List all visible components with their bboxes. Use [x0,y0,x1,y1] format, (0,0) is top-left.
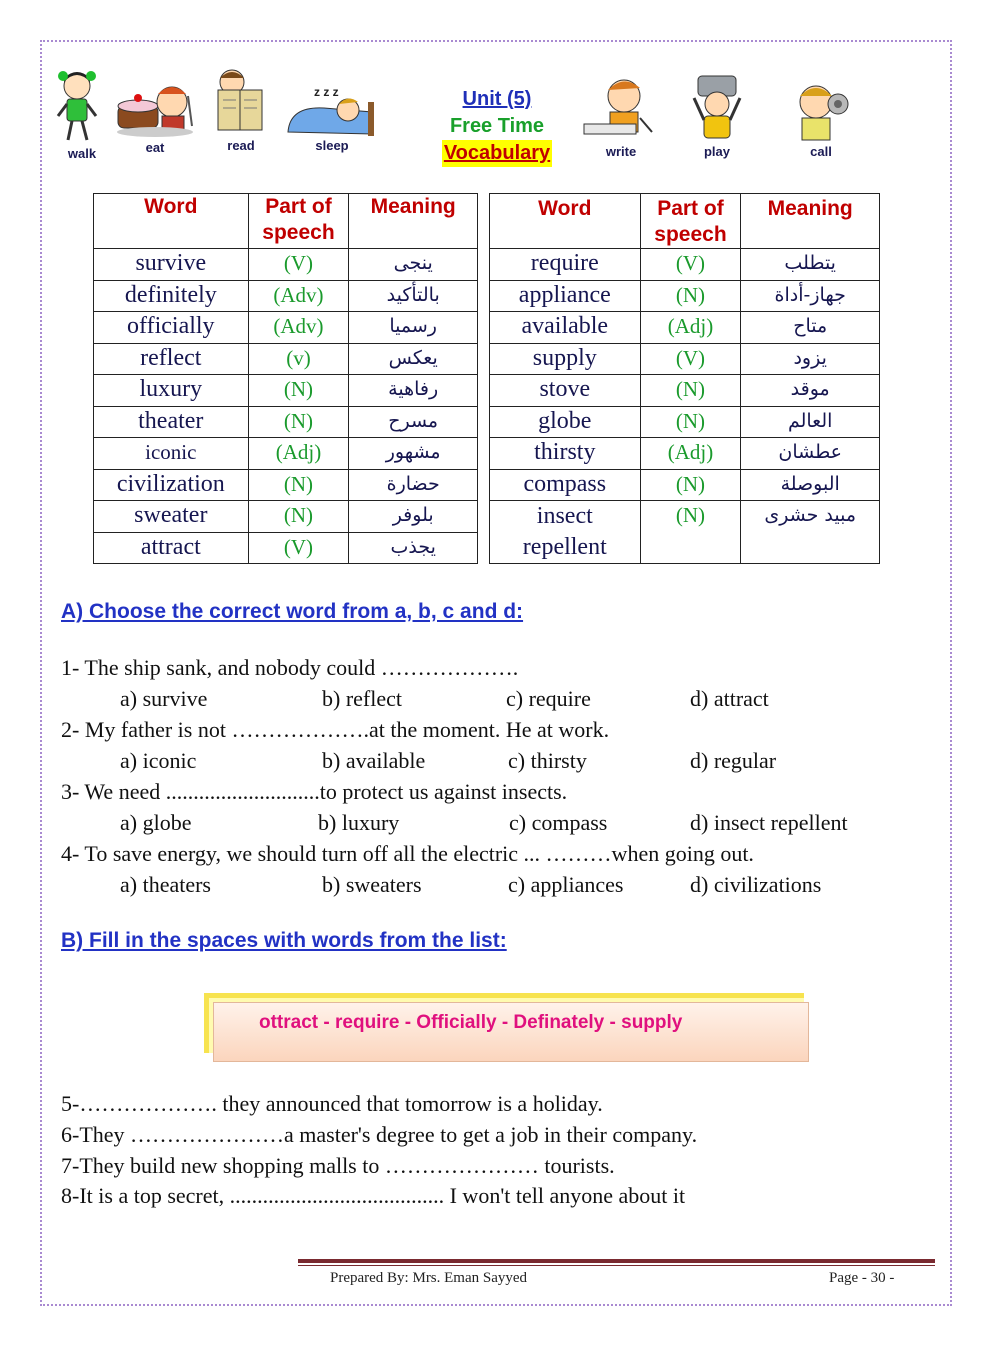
meaning-cell: يتطلب [741,249,880,281]
meaning-cell: موقد [741,375,880,407]
word-cell: sweater [94,501,249,533]
sentence-8: 8-It is a top secret, ....................................... I won't tell anyone about it [61,1183,686,1208]
pos-header-line1: Part of [657,197,724,220]
meaning-cell: يعكس [349,343,478,375]
meaning-cell: حضارة [349,469,478,501]
section-b-title: B) Fill in the spaces with words from the list: [61,929,507,952]
meaning-cell: مسرح [349,406,478,438]
eating-boy-icon [110,76,200,142]
table-row [94,406,478,438]
table-row [94,501,478,533]
option-b: b) available [322,748,426,773]
meaning-cell: ينجى [349,249,478,281]
sleep-caption: sleep [315,138,349,153]
option-c: c) thirsty [508,748,587,773]
table-row [94,438,478,470]
question-1: 1- The ship sank, and nobody could ………………. [61,655,519,680]
title-block [430,86,564,167]
eat-picture [110,76,200,155]
word-cell: officially [94,312,249,344]
word-cell: theater [94,406,249,438]
option-a: a) survive [120,686,208,711]
part-of-speech-header [248,194,349,249]
word-cell: thirsty [490,438,641,470]
meaning-cell: يجذب [349,532,478,564]
page-number: Page - 30 - [829,1270,895,1286]
table-row [490,343,880,375]
pos-cell: (N) [248,469,349,501]
word-cell: available [490,312,641,344]
word-cell: appliance [490,280,641,312]
pos-cell: (N) [640,280,741,312]
option-a: a) iconic [120,748,197,773]
table-row [490,312,880,344]
option-d: d) insect repellent [690,810,848,835]
meaning-header: Meaning [349,194,478,249]
meaning-cell: رفاهية [349,375,478,407]
word-cell: luxury [94,375,249,407]
word-list-box [213,1002,809,1062]
word-cell: reflect [94,343,249,375]
word-cell: require [490,249,641,281]
table-row [490,438,880,470]
table-row [490,406,880,438]
word-line2: repellent [522,534,607,560]
word-list: ottract - require - Officially - Definately - supply [259,1012,683,1033]
pos-cell: (Adj) [640,312,741,344]
table-row [94,280,478,312]
pos-cell: (V) [640,343,741,375]
option-b: b) luxury [318,810,400,835]
pos-cell: (Adv) [248,280,349,312]
meaning-cell: مبيد حشرى [741,501,880,564]
pos-cell: (N) [640,375,741,407]
table-row [490,375,880,407]
read-caption: read [227,138,255,153]
sentence-6: 6-They …………………a master's degree to get a job in their company. [61,1122,698,1147]
writing-boy-icon [580,74,662,146]
word-cell: iconic [94,438,249,470]
pos-cell: (Adj) [248,438,349,470]
word-cell: supply [490,343,641,375]
table-row [94,375,478,407]
reading-man-icon [210,68,272,140]
pos-cell: (N) [248,375,349,407]
play-caption: play [703,144,730,159]
sentence-7: 7-They build new shopping malls to ………………… tourists. [61,1153,615,1178]
meaning-cell: البوصلة [741,469,880,501]
phone-call-boy-icon [788,78,854,146]
table-row [94,249,478,281]
option-d: d) attract [690,686,769,711]
pos-cell: (Adj) [640,438,741,470]
option-c: c) compass [509,810,608,835]
option-a: a) globe [120,810,192,835]
prepared-by: Prepared By: Mrs. Eman Sayyed [330,1270,528,1286]
sentence-5: 5-………………. they announced that tomorrow is a holiday. [61,1091,603,1116]
vocabulary-table-right [489,193,880,564]
option-c: c) appliances [508,872,624,897]
walk-picture [54,68,100,161]
option-a: a) theaters [120,872,211,897]
table-header-row [490,194,880,249]
pos-cell: (N) [640,469,741,501]
eat-caption: eat [145,140,165,155]
pos-cell: (N) [640,406,741,438]
word-line1: insect [536,503,593,529]
header [50,64,940,174]
question-3: 3- We need ............................to protect us against insects. [61,779,568,804]
word-cell [490,501,641,564]
word-cell: stove [490,375,641,407]
svg-text:z z z: z z z [314,85,339,99]
word-cell: compass [490,469,641,501]
word-header: Word [94,194,249,249]
meaning-cell: العالم [741,406,880,438]
call-picture [788,78,854,159]
table-row [490,469,880,501]
meaning-cell: رسميا [349,312,478,344]
table-row [94,343,478,375]
table-row [94,532,478,564]
meaning-cell: بلوفر [349,501,478,533]
footer-rule [298,1259,935,1263]
call-caption: call [810,144,832,159]
pos-cell: (N) [248,406,349,438]
pos-header-line2: speech [654,223,727,246]
table-header-row [94,194,478,249]
unit-subtitle: Free Time [449,115,545,137]
table-row [490,501,880,564]
read-picture [210,68,272,153]
table-row [94,312,478,344]
pos-header-line2: speech [262,221,335,244]
meaning-cell: متاح [741,312,880,344]
option-d: d) civilizations [690,872,822,897]
word-cell: globe [490,406,641,438]
write-caption: write [605,144,637,159]
pos-cell: (N) [640,501,741,564]
pos-cell: (Adv) [248,312,349,344]
meaning-cell: يزود [741,343,880,375]
walk-girl-icon [54,68,100,148]
sleeping-boy-icon [284,82,380,140]
option-b: b) sweaters [322,872,422,897]
table-row [490,249,880,281]
pos-cell: (V) [248,532,349,564]
question-2: 2- My father is not ……………….at the moment. He at work. [61,717,610,742]
write-picture [580,74,662,159]
word-cell: survive [94,249,249,281]
pos-cell: (V) [248,249,349,281]
table-row [490,280,880,312]
playing-boy-icon [688,74,746,146]
meaning-cell: عطشان [741,438,880,470]
pos-cell: (N) [248,501,349,533]
meaning-cell: بالتأكيد [349,280,478,312]
word-cell: definitely [94,280,249,312]
question-4: 4- To save energy, we should turn off all the electric ... ………when going out. [61,841,754,866]
unit-title: Unit (5) [462,88,532,110]
sleep-picture [284,82,380,153]
part-of-speech-header [640,194,741,249]
meaning-header: Meaning [741,194,880,249]
pos-cell: (v) [248,343,349,375]
meaning-cell: مشهور [349,438,478,470]
pos-header-line1: Part of [265,195,332,218]
meaning-cell: جهاز-أداة [741,280,880,312]
word-cell: attract [94,532,249,564]
option-b: b) reflect [322,686,402,711]
option-d: d) regular [690,748,777,773]
word-header: Word [490,194,641,249]
table-row [94,469,478,501]
section-a-title: A) Choose the correct word from a, b, c and d: [61,600,524,623]
vocabulary-table-left [93,193,478,564]
footer-rule-thin [298,1265,935,1266]
walk-caption: walk [67,146,97,161]
vocabulary-heading: Vocabulary [442,140,552,167]
option-c: c) require [506,686,591,711]
word-cell: civilization [94,469,249,501]
pos-cell: (V) [640,249,741,281]
play-picture [688,74,746,159]
